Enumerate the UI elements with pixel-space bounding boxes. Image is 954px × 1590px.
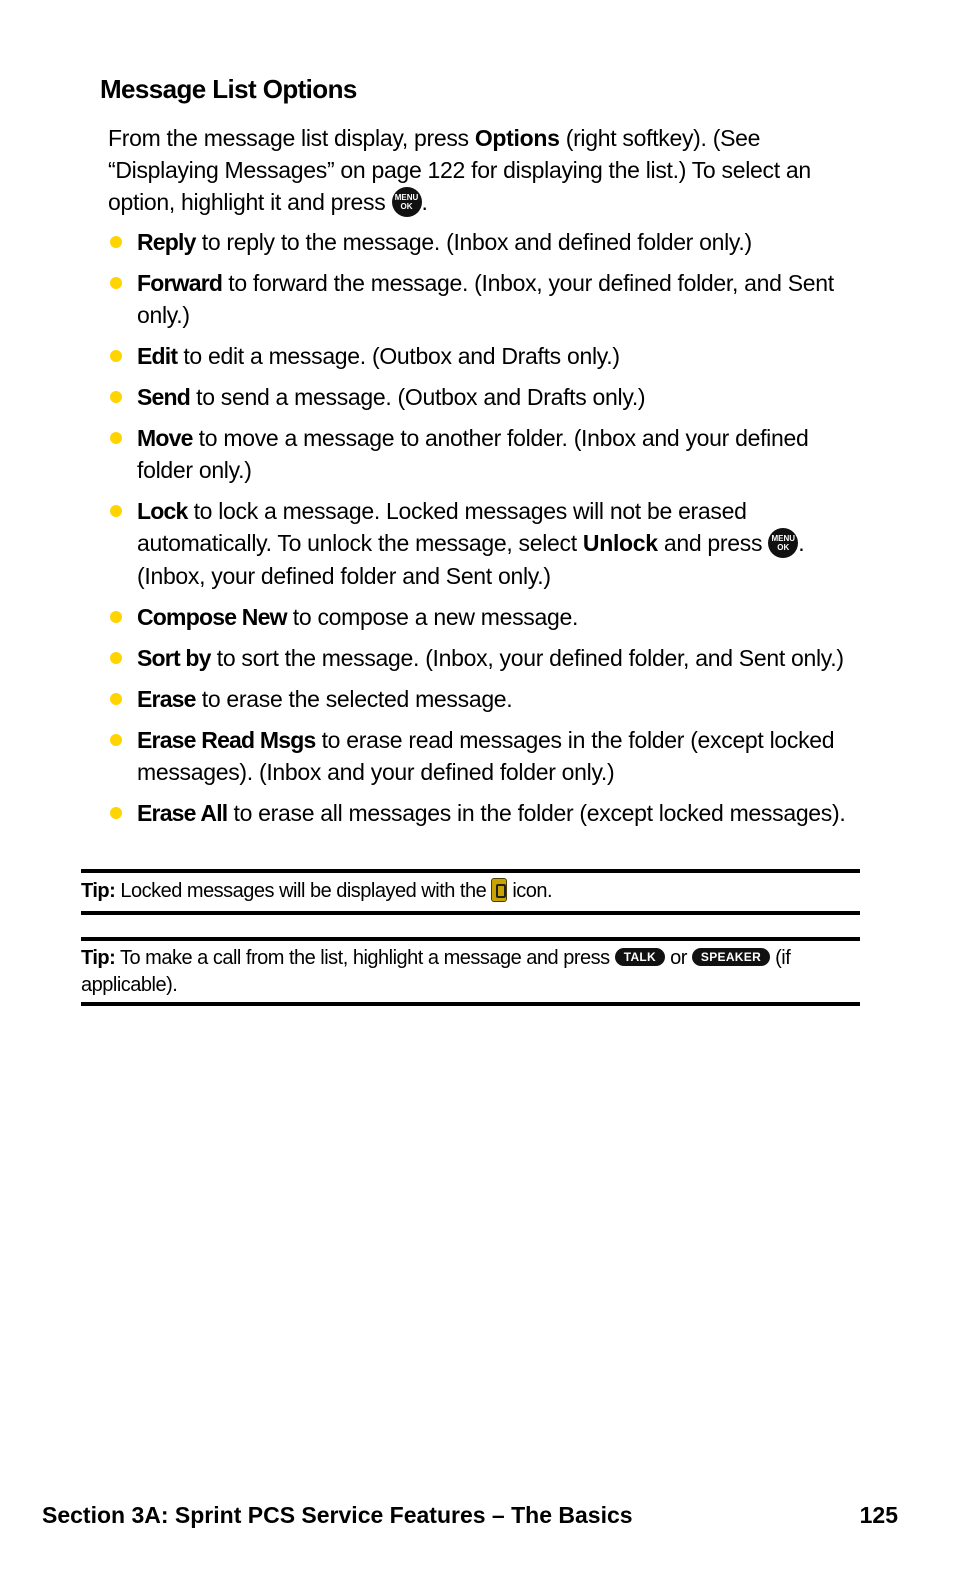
tip-text: (if applicable). xyxy=(81,947,791,996)
option-term: Erase All xyxy=(137,799,228,826)
menu-ok-key-icon xyxy=(392,187,422,217)
list-item xyxy=(108,422,868,486)
section-title: Section 3A: Sprint PCS Service Features – The Basics xyxy=(42,1502,633,1528)
option-description: to edit a message. (Outbox and Drafts only.) xyxy=(177,343,620,369)
list-item xyxy=(108,381,868,413)
list-item xyxy=(108,642,868,674)
option-term: Erase xyxy=(137,685,196,712)
option-term: Forward xyxy=(137,270,223,296)
option-description: . (Inbox, your defined folder and Sent only.) xyxy=(137,530,805,589)
option-description: to erase the selected message. xyxy=(195,685,513,712)
tip-box-call xyxy=(81,937,860,1006)
list-item xyxy=(108,226,868,258)
option-description: to lock a message. Locked messages will not be erased automatically. To unlock the message, select xyxy=(137,498,747,556)
option-term: Compose New xyxy=(137,603,287,630)
tip-label: Tip: xyxy=(81,947,116,969)
lock-icon xyxy=(491,878,507,902)
list-item xyxy=(108,724,868,788)
bullet-icon xyxy=(110,236,122,248)
tip-text: or xyxy=(665,947,692,969)
page-title: Message List Options xyxy=(100,74,357,104)
menu-key-label: MENU xyxy=(771,533,796,543)
speaker-key-icon: SPEAKER xyxy=(692,948,770,966)
list-item xyxy=(108,495,868,592)
option-term: Move xyxy=(137,425,193,451)
intro-text: . xyxy=(421,189,428,215)
option-description: to send a message. (Outbox and Drafts only.) xyxy=(190,384,646,410)
option-term: Send xyxy=(137,384,191,410)
bullet-icon xyxy=(110,693,122,705)
intro-text: From the message list display, press xyxy=(108,125,475,151)
list-item xyxy=(108,267,868,331)
ok-key-label: OK xyxy=(777,542,790,552)
list-item xyxy=(108,683,868,715)
intro-text: (right softkey). (See “Displaying Messages” on page 122 for displaying the list.) To select an option, highlight it and press xyxy=(108,125,811,215)
bullet-icon xyxy=(110,350,122,362)
tip-text: To make a call from the list, highlight a message and press xyxy=(115,947,615,969)
unlock-keyword: Unlock xyxy=(582,530,658,556)
bullet-icon xyxy=(110,807,122,819)
bullet-icon xyxy=(110,505,122,517)
option-term: Sort by xyxy=(137,644,211,671)
intro-paragraph xyxy=(108,122,868,219)
tip-text: Locked messages will be displayed with the xyxy=(115,880,492,902)
list-item xyxy=(108,340,868,372)
talk-key-icon: TALK xyxy=(615,948,665,966)
option-list xyxy=(108,226,868,838)
option-description: to reply to the message. (Inbox and defined folder only.) xyxy=(195,229,752,255)
bullet-icon xyxy=(110,432,122,444)
option-term: Erase Read Msgs xyxy=(137,726,316,753)
option-description: to erase read messages in the folder (except locked messages). (Inbox and your defined folder only.) xyxy=(137,726,835,785)
option-description: and press xyxy=(657,530,769,556)
list-item xyxy=(108,797,868,829)
option-term: Edit xyxy=(137,343,178,369)
bullet-icon xyxy=(110,277,122,289)
option-description: to forward the message. (Inbox, your defined folder, and Sent only.) xyxy=(137,270,834,328)
page-number: 125 xyxy=(859,1502,898,1528)
menu-ok-key-icon xyxy=(768,528,798,558)
bullet-icon xyxy=(110,611,122,623)
bullet-icon xyxy=(110,652,122,664)
option-description: to move a message to another folder. (Inbox and your defined folder only.) xyxy=(137,425,809,483)
option-description: to compose a new message. xyxy=(286,603,579,630)
page-footer xyxy=(42,1502,898,1529)
tip-label: Tip: xyxy=(81,880,116,902)
option-description: to sort the message. (Inbox, your defined folder, and Sent only.) xyxy=(210,644,844,671)
bullet-icon xyxy=(110,391,122,403)
list-item xyxy=(108,601,868,633)
option-term: Reply xyxy=(137,229,196,255)
tip-box-locked-icon xyxy=(81,869,860,915)
option-term: Lock xyxy=(137,498,188,524)
tip-text: icon. xyxy=(507,880,553,902)
option-description: to erase all messages in the folder (except locked messages). xyxy=(227,799,846,826)
options-keyword: Options xyxy=(474,125,560,151)
bullet-icon xyxy=(110,734,122,746)
ok-key-label: OK xyxy=(400,201,413,211)
menu-key-label: MENU xyxy=(394,192,419,202)
